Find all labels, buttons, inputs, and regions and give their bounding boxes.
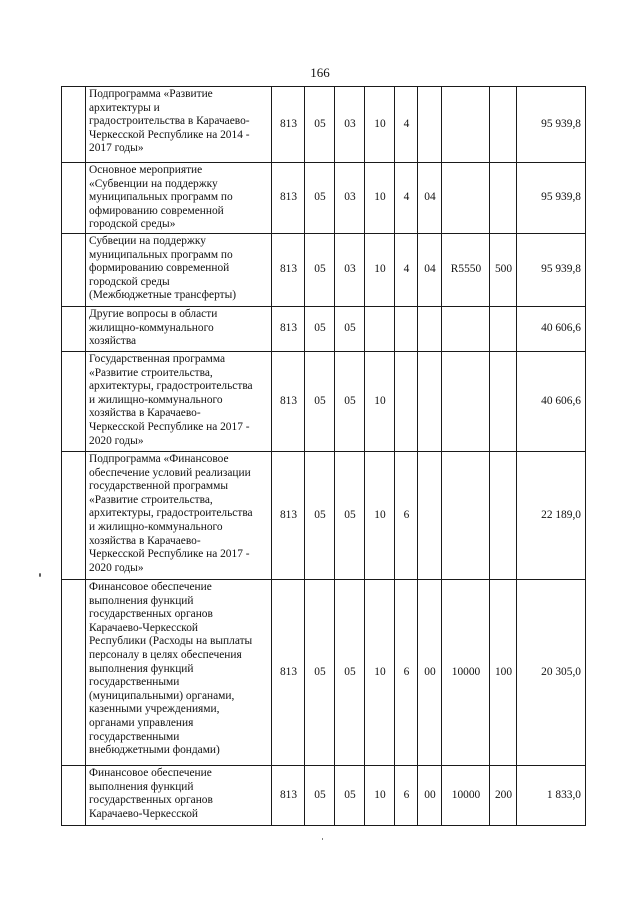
table-row	[62, 352, 586, 452]
scan-speck	[322, 838, 323, 840]
amount-value: 95 939,8	[517, 163, 586, 234]
direction-code	[442, 352, 490, 452]
amount-value: 1 833,0	[517, 766, 586, 826]
program-code: 10	[365, 766, 395, 826]
subprogram-code: 4	[395, 163, 418, 234]
direction-code: R5550	[442, 234, 490, 307]
expense-type-code	[490, 352, 517, 452]
ministry-code: 813	[272, 452, 305, 580]
scan-speck	[39, 573, 41, 577]
event-code	[418, 452, 442, 580]
program-code: 10	[365, 580, 395, 766]
row-name: Государственная программа «Развитие строительства, архитектуры, градостроительства и жилищно-коммунального хозяйства в Карачаево- Черкесской Республике на 2017 - 2020 годы»	[86, 352, 272, 452]
ministry-code: 813	[272, 163, 305, 234]
subprogram-code	[395, 352, 418, 452]
table-row	[62, 163, 586, 234]
section-code: 05	[305, 163, 335, 234]
subprogram-code: 6	[395, 580, 418, 766]
program-code	[365, 307, 395, 352]
program-code: 10	[365, 234, 395, 307]
program-code: 10	[365, 163, 395, 234]
table-row	[62, 234, 586, 307]
direction-code	[442, 307, 490, 352]
ministry-code: 813	[272, 352, 305, 452]
subsection-code: 05	[335, 307, 365, 352]
subprogram-code: 6	[395, 766, 418, 826]
table-row	[62, 580, 586, 766]
ministry-code: 813	[272, 766, 305, 826]
section-code: 05	[305, 580, 335, 766]
table-row	[62, 307, 586, 352]
subsection-code: 03	[335, 87, 365, 163]
amount-value: 95 939,8	[517, 87, 586, 163]
amount-value: 22 189,0	[517, 452, 586, 580]
table-row	[62, 87, 586, 163]
amount-value: 95 939,8	[517, 234, 586, 307]
amount-value: 40 606,6	[517, 307, 586, 352]
event-code	[418, 352, 442, 452]
section-code: 05	[305, 352, 335, 452]
amount-value: 40 606,6	[517, 352, 586, 452]
direction-code: 10000	[442, 766, 490, 826]
row-name: Подпрограмма «Финансовое обеспечение условий реализации государственной программы «Развитие строительства, архитектуры, градостроительства и жилищно-коммунального хозяйства в Карачаево- Черкесской Республике на 2017 - 2020 годы»	[86, 452, 272, 580]
program-code: 10	[365, 352, 395, 452]
row-name: Основное мероприятие «Субвенции на поддержку муниципальных программ по офмированию современной городской среды»	[86, 163, 272, 234]
direction-code: 10000	[442, 580, 490, 766]
budget-table	[61, 86, 586, 826]
event-code	[418, 87, 442, 163]
ministry-code: 813	[272, 307, 305, 352]
row-name: Финансовое обеспечение выполнения функций государственных органов Карачаево-Черкесской	[86, 766, 272, 826]
amount-value: 20 305,0	[517, 580, 586, 766]
subsection-code: 03	[335, 163, 365, 234]
row-margin-cell	[62, 87, 86, 163]
row-margin-cell	[62, 452, 86, 580]
row-name: Финансовое обеспечение выполнения функций государственных органов Карачаево-Черкесской Республики (Расходы на выплаты персоналу в целях обеспечения выполнения функций государственными (муниципальными) органами, казенными учреждениями, органами управления государственными внебюджетными фондами)	[86, 580, 272, 766]
section-code: 05	[305, 234, 335, 307]
row-margin-cell	[62, 234, 86, 307]
program-code: 10	[365, 87, 395, 163]
direction-code	[442, 452, 490, 580]
expense-type-code	[490, 87, 517, 163]
section-code: 05	[305, 452, 335, 580]
expense-type-code: 500	[490, 234, 517, 307]
subsection-code: 05	[335, 452, 365, 580]
subsection-code: 05	[335, 352, 365, 452]
section-code: 05	[305, 307, 335, 352]
row-margin-cell	[62, 766, 86, 826]
event-code: 00	[418, 580, 442, 766]
row-name: Субвеции на поддержку муниципальных программ по формированию современной городской среды (Межбюджетные трансферты)	[86, 234, 272, 307]
subprogram-code	[395, 307, 418, 352]
row-name: Другие вопросы в области жилищно-коммунального хозяйства	[86, 307, 272, 352]
expense-type-code	[490, 452, 517, 580]
event-code: 04	[418, 234, 442, 307]
expense-type-code	[490, 307, 517, 352]
page-number: 166	[310, 65, 330, 80]
table-row	[62, 452, 586, 580]
row-margin-cell	[62, 352, 86, 452]
subsection-code: 05	[335, 580, 365, 766]
section-code: 05	[305, 766, 335, 826]
table-row	[62, 766, 586, 826]
subsection-code: 03	[335, 234, 365, 307]
ministry-code: 813	[272, 234, 305, 307]
expense-type-code	[490, 163, 517, 234]
expense-type-code: 100	[490, 580, 517, 766]
expense-type-code: 200	[490, 766, 517, 826]
event-code	[418, 307, 442, 352]
subprogram-code: 4	[395, 234, 418, 307]
row-margin-cell	[62, 163, 86, 234]
event-code: 04	[418, 163, 442, 234]
program-code: 10	[365, 452, 395, 580]
direction-code	[442, 163, 490, 234]
row-margin-cell	[62, 580, 86, 766]
subsection-code: 05	[335, 766, 365, 826]
row-name: Подпрограмма «Развитие архитектуры и градостроительства в Карачаево- Черкесской Республике на 2014 - 2017 годы»	[86, 87, 272, 163]
subprogram-code: 4	[395, 87, 418, 163]
row-margin-cell	[62, 307, 86, 352]
ministry-code: 813	[272, 87, 305, 163]
subprogram-code: 6	[395, 452, 418, 580]
section-code: 05	[305, 87, 335, 163]
direction-code	[442, 87, 490, 163]
event-code: 00	[418, 766, 442, 826]
ministry-code: 813	[272, 580, 305, 766]
